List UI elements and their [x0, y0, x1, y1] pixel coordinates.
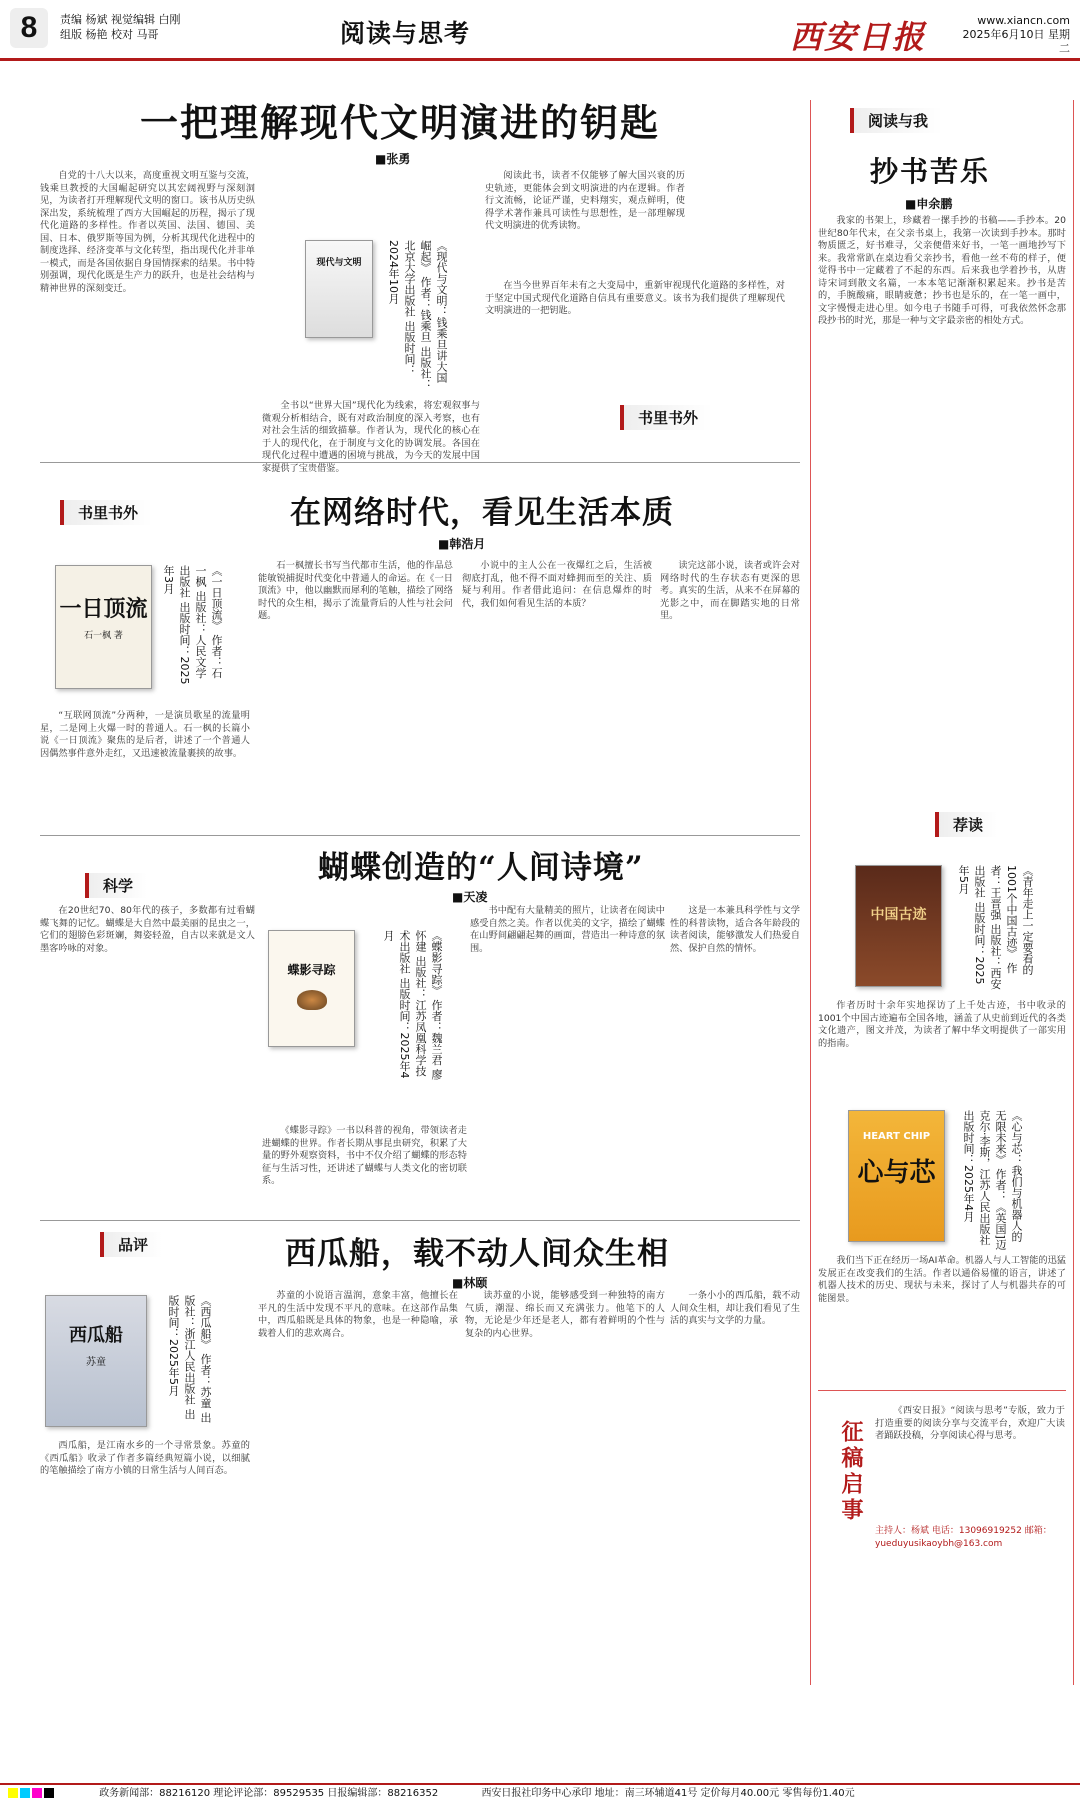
butterfly-icon	[297, 990, 327, 1010]
review-cover-title: 西瓜船	[69, 1325, 123, 1346]
review-book-cover	[45, 1295, 147, 1427]
site-info	[955, 14, 1070, 56]
color-swatch-yellow	[8, 1788, 18, 1798]
main-cover-title: 现代与文明	[316, 258, 362, 268]
review-article-col2: 苏童的小说语言温润，意象丰富，他擅长在平凡的生活中发现不平凡的意味。在这部作品集中，西瓜船既是具体的物象，也是一种隐喻，承载着人们的悲欢离合。	[258, 1290, 458, 1339]
footer-right: 西安日报社印务中心承印 地址：南三环辅道41号 定价每月40.00元 零售每份1.40元	[481, 1788, 855, 1799]
page-number: 8	[10, 8, 48, 48]
science-article-col4: 这是一本兼具科学性与文学性的科普读物，适合各年龄段的读者阅读，能够激发人们热爱自然、保护自然的情怀。	[670, 905, 800, 954]
color-swatch-cyan	[20, 1788, 30, 1798]
header-rule	[0, 58, 1080, 61]
color-swatch-black	[44, 1788, 54, 1798]
newspaper-logo: 西安日报	[790, 18, 927, 56]
page-header	[0, 0, 1080, 62]
review-book-info: 《西瓜船》 作者：苏童 出版社：浙江人民出版社 出版时间：2025年5月	[167, 1295, 212, 1423]
recommend-tag: 荐读	[935, 812, 997, 837]
call-for-papers-title: 征稿启事	[838, 1420, 864, 1524]
recommend-book2-cover-en: HEART CHIP	[862, 1131, 931, 1142]
call-divider	[818, 1390, 1066, 1391]
review-tag: 品评	[100, 1232, 162, 1257]
shilv-article-title: 在网络时代，看见生活本质	[290, 495, 674, 531]
shilv-book-info: 《一日顶流》 作者：石一枫 出版社：人民文学出版社 出版时间：2025年3月	[162, 565, 223, 685]
review-article-col3: 读苏童的小说，能够感受到一种独特的南方气质，潮湿、绵长而又充满张力。他笔下的人物，无论是少年还是老人，都有着鲜明的个性与复杂的内心世界。	[465, 1290, 665, 1339]
editor-credits	[60, 12, 181, 42]
main-article-author: ■张勇	[375, 152, 411, 166]
review-article-author: ■林颐	[452, 1276, 488, 1290]
science-cover-title: 蝶影寻踪	[287, 963, 336, 977]
color-swatch-magenta	[32, 1788, 42, 1798]
main-book-cover	[305, 240, 373, 338]
editor-line-2: 组版 杨艳 校对 马哥	[60, 28, 159, 41]
divider-3	[40, 1220, 800, 1221]
review-article-title: 西瓜船，载不动人间众生相	[285, 1236, 669, 1272]
science-article-col1: 在20世纪70、80年代的孩子，多数都有过看蝴蝶飞舞的记忆。蝴蝶是大自然中最美丽的昆虫之一，它们的翅膀色彩斑斓，舞姿轻盈，自古以来就是文人墨客吟咏的对象。	[40, 905, 255, 954]
recommend-book2-cover-title: 心与芯	[857, 1158, 936, 1188]
call-for-papers-contact: 主持人：杨斌 电话：13096919252 邮箱：yueduyusikaoybh@163.com	[875, 1526, 1052, 1549]
issue-date: 2025年6月10日 星期二	[962, 28, 1070, 55]
recommend-book2-info: 《心与芯：我们与机器人的无限未来》 作者：《英国]迈克尔·李斯，江苏人民出版社 出版时间：2025年4月	[962, 1110, 1023, 1250]
shilv-article-col4: 读完这部小说，读者或许会对网络时代的生存状态有更深的思考。真实的生活，从来不在屏幕的光影之中，而在脚踏实地的日常里。	[660, 560, 800, 621]
call-for-papers-text: 《西安日报》“阅读与思考”专版，致力于打造重要的阅读分享与交流平台，欢迎广大读者踊跃投稿，分享阅读心得与思考。	[875, 1405, 1065, 1441]
shilv-article-author: ■韩浩月	[438, 537, 486, 551]
right-essay-title: 抄书苦乐	[870, 155, 991, 188]
editor-line-1: 责编 杨斌 视觉编辑 白刚	[60, 13, 181, 26]
footer-left: 政务新闻部：88216120 理论评论部：89529535 日报编辑部：88216352	[99, 1788, 439, 1799]
review-article-col1: 西瓜船，是江南水乡的一个寻常景象。苏童的《西瓜船》收录了作者多篇经典短篇小说，以细腻的笔触描绘了南方小镇的日常生活与人间百态。	[40, 1440, 250, 1476]
science-article-title: 蝴蝶创造的“人间诗境”	[318, 850, 644, 886]
main-article-col4: 在当今世界百年未有之大变局中，重新审视现代化道路的多样性，对于坚定中国式现代化道路自信具有重要意义。该书为我们提供了理解现代文明演进的一把钥匙。	[485, 280, 785, 316]
shilv-article-col2: 石一枫擅长书写当代都市生活，他的作品总能敏锐捕捉时代变化中普通人的命运。在《一日顶流》中，他以幽默而犀利的笔触，描绘了网络时代的众生相，揭示了流量背后的人性与社会问题。	[258, 560, 453, 621]
shilv-cover-author: 石一枫 著	[84, 631, 123, 641]
review-cover-author: 苏童	[86, 1357, 106, 1368]
main-article-col3: 阅读此书，读者不仅能够了解大国兴衰的历史轨迹，更能体会到文明演进的内在逻辑。作者行文流畅，论证严谨，史料翔实，观点鲜明，使得学术著作兼具可读性与思想性，是一部理解现代文明演进的优秀读物。	[485, 170, 685, 231]
recommend-book2-cover	[848, 1110, 945, 1242]
main-book-info: 《现代与文明：钱乘旦讲大国崛起》 作者：钱乘旦 出版社：北京大学出版社 出版时间：2024年10月	[387, 240, 448, 390]
recommend-book1-info: 《青年走上一定要看的1001个中国古迹》 作者：王晋强 出版社：西安出版社 出版时间：2025年5月	[957, 865, 1034, 990]
recommend-book1-cover	[855, 865, 942, 987]
main-article-title: 一把理解现代文明演进的钥匙	[140, 100, 661, 145]
recommend-book1-desc: 作者历时十余年实地探访了上千处古迹，书中收录的1001个中国古迹遍布全国各地，涵盖了从史前到近代的各类文化遗产，图文并茂，为读者了解中华文明提供了一部实用的指南。	[818, 1000, 1066, 1049]
shilv-cover-title: 一日顶流	[59, 596, 148, 622]
science-article-col2: 《蝶影寻踪》一书以科普的视角，带领读者走进蝴蝶的世界。作者长期从事昆虫研究，积累了大量的野外观察资料，书中不仅介绍了蝴蝶的形态特征与生活习性，还讲述了蝴蝶与人类文化的密切联系。	[262, 1125, 467, 1186]
divider-1	[40, 462, 800, 463]
site-url: www.xiancn.com	[977, 14, 1070, 27]
science-book-info: 《蝶影寻踪》 作者：魏兰君 廖怀建 出版社：江苏凤凰科学技术出版社 出版时间：2025年4月	[382, 930, 443, 1080]
science-book-cover	[268, 930, 355, 1047]
main-article-col1: 自党的十八大以来，高度重视文明互鉴与交流，钱乘旦教授的大国崛起研究以其宏阔视野与深刻洞见，为读者打开理解现代文明的窗口。该书从历史纵深出发，系统梳理了西方大国崛起的历程，揭示了现代化道路的多样性。作者以英国、法国、德国、美国、日本、俄罗斯等国为例，分析其现代化进程中的制度选择、经济变革与文化转型，指出现代化并非单一模式，而是各国依据自身国情探索的结果。书中特别强调，现代化既是生产力的跃升，也是社会结构与精神世界的深刻变迁。	[40, 170, 255, 294]
science-article-col3: 书中配有大量精美的照片，让读者在阅读中感受自然之美。作者以优美的文字，描绘了蝴蝶在山野间翩翩起舞的画面，营造出一种诗意的氛围。	[470, 905, 665, 954]
right-essay-author: ■申余鹏	[905, 197, 953, 211]
section-title: 阅读与思考	[340, 19, 471, 48]
shilv-article-col1: “互联网顶流”分两种，一是演员歌星的流量明星，二是网上火爆一时的普通人。石一枫的长篇小说《一日顶流》聚焦的是后者，讲述了一个普通人因偶然事件意外走红，又迅速被流量裹挟的故事。	[40, 710, 250, 759]
reading-and-me-tag: 阅读与我	[850, 108, 942, 133]
recommend-book1-cover-title: 中国古迹	[870, 907, 927, 923]
review-article-col4: 一条小小的西瓜船，载不动人间众生相，却让我们看见了生活的真实与文学的力量。	[670, 1290, 800, 1326]
page-footer	[0, 1783, 1080, 1805]
recommend-book2-desc: 我们当下正在经历一场AI革命。机器人与人工智能的迅猛发展正在改变我们的生活。作者以通俗易懂的语言，讲述了机器人技术的历史、现状与未来，探讨了人与机器共存的可能图景。	[818, 1255, 1066, 1304]
science-article-author: ■天凌	[452, 890, 488, 904]
shijing-tag: 书里书外	[620, 405, 712, 430]
main-article-col2: 全书以“世界大国”现代化为线索，将宏观叙事与微观分析相结合，既有对政治制度的深入考察，也有对社会生活的细致描摹。作者认为，现代化的核心在于人的现代化，在于制度与文化的协调发展。各国在现代化过程中遭遇的困境与挑战，为今天的发展中国家提供了宝贵借鉴。	[262, 400, 480, 474]
shilv-book-cover	[55, 565, 152, 689]
shuli-tag: 书里书外	[60, 500, 152, 525]
science-tag: 科学	[85, 873, 147, 898]
divider-2	[40, 835, 800, 836]
right-essay-body: 我家的书架上，珍藏着一摞手抄的书稿——手抄本。20世纪80年代末，在父亲书桌上，我第一次读到手抄本。那时物质匮乏，好书难寻，父亲便借来好书，一笔一画地抄写下来。我常常趴在桌边看父亲抄书，看他一丝不苟的样子，便觉得书中一定藏着了不起的东西。后来我也学着抄书，从唐诗宋词到散文名篇，一本本笔记渐渐积累起来。抄书是苦的，手腕酸痛，眼睛疲惫；抄书也是乐的，在一笔一画中，文字慢慢走进心里。如今电子书随手可得，可我依然怀念那段抄书的时光，那是一种与文字最亲密的相处方式。	[818, 215, 1066, 326]
shilv-article-col3: 小说中的主人公在一夜爆红之后，生活被彻底打乱，他不得不面对蜂拥而至的关注、质疑与利用。作者借此追问：在信息爆炸的时代，我们如何看见生活的本质？	[462, 560, 652, 609]
